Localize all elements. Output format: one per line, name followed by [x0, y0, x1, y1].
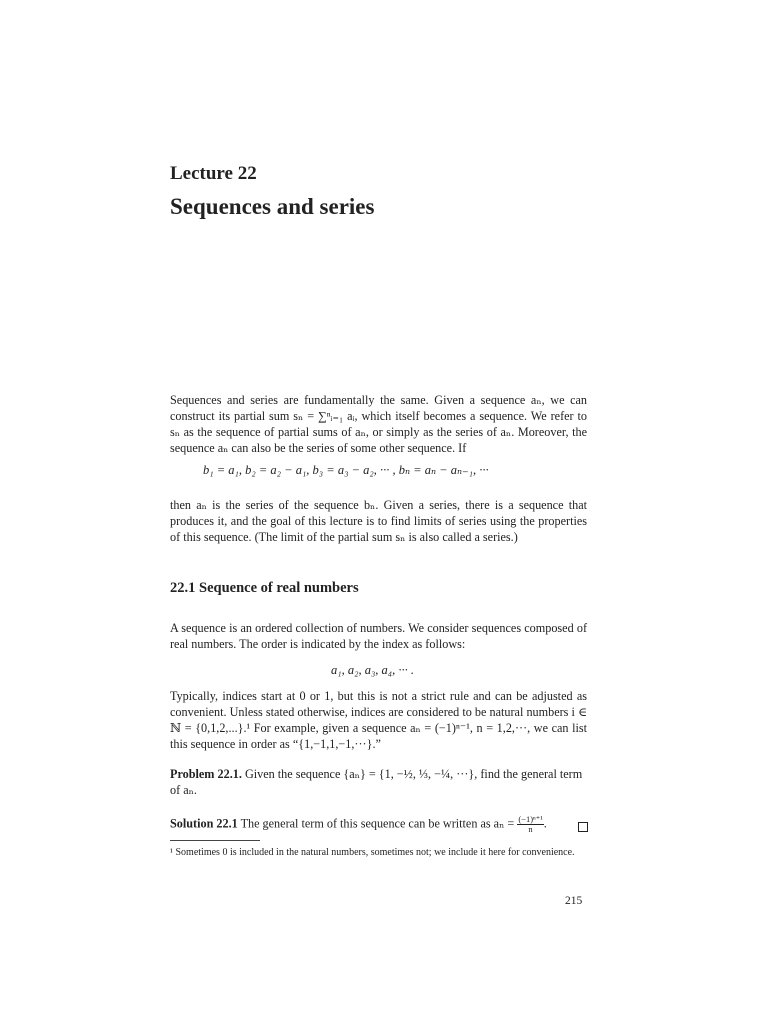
chapter-label: Lecture 22: [170, 163, 257, 184]
solution-fraction: [517, 815, 543, 834]
problem-label: Problem 22.1.: [170, 767, 242, 781]
section-paragraph-2: Typically, indices start at 0 or 1, but this is not a strict rule and can be adjusted as convenient. Unless stated otherwise, indices are considered to be natural numbers i ∈ ℕ = {0,1,2,...}.¹ For example, given a sequence aₙ = (−1)ⁿ⁻¹, n = 1,2,···, we can list this sequence in order as “{1,−1,1,−1,···}.”: [170, 689, 587, 751]
display-equation-differences: b₁ = a₁, b₂ = a₂ − a₁, b₃ = a₃ − a₂, ··· , bₙ = aₙ − aₙ₋₁, ···: [203, 463, 489, 477]
solution-block: [170, 815, 587, 834]
problem-text: Given the sequence {aₙ} = {1, −½, ⅓, −¼, ···}, find the general term of aₙ.: [170, 767, 583, 797]
fraction-denominator: n: [528, 824, 533, 834]
section-paragraph-1: A sequence is an ordered collection of numbers. We consider sequences composed of real numbers. The order is indicated by the index as follows:: [170, 621, 587, 651]
footnote: ¹ Sometimes 0 is included in the natural numbers, sometimes not; we include it here for convenience.: [170, 847, 575, 858]
intro-paragraph-2: then aₙ is the series of the sequence bₙ. Given a series, there is a sequence that produces it, and the goal of this lecture is to find limits of series using the properties of this sequence. (The limit of the partial sum sₙ is also called a series.): [170, 498, 587, 544]
solution-label: Solution 22.1: [170, 816, 238, 831]
problem-block: [170, 766, 587, 798]
solution-end: .: [543, 816, 547, 831]
intro-paragraph-1: Sequences and series are fundamentally the same. Given a sequence aₙ, we can construct its partial sum sₙ = ∑ⁿᵢ₌₁ aᵢ, which itself becomes a sequence. We refer to sₙ as the sequence of partial sums of aₙ, or simply as the series of aₙ. Moreover, the sequence aₙ can also be the series of some other sequence. If: [170, 393, 587, 455]
solution-text: The general term of this sequence can be written as aₙ =: [240, 816, 515, 831]
chapter-title: Sequences and series: [170, 194, 375, 219]
fraction-numerator: (−1)ⁿ⁺¹: [518, 814, 543, 824]
qed-icon: [578, 822, 588, 832]
section-heading: 22.1 Sequence of real numbers: [170, 580, 359, 596]
page-number: 215: [565, 895, 583, 907]
display-equation-sequence: a₁, a₂, a₃, a₄, ··· .: [331, 663, 415, 677]
footnote-divider: [170, 840, 260, 841]
